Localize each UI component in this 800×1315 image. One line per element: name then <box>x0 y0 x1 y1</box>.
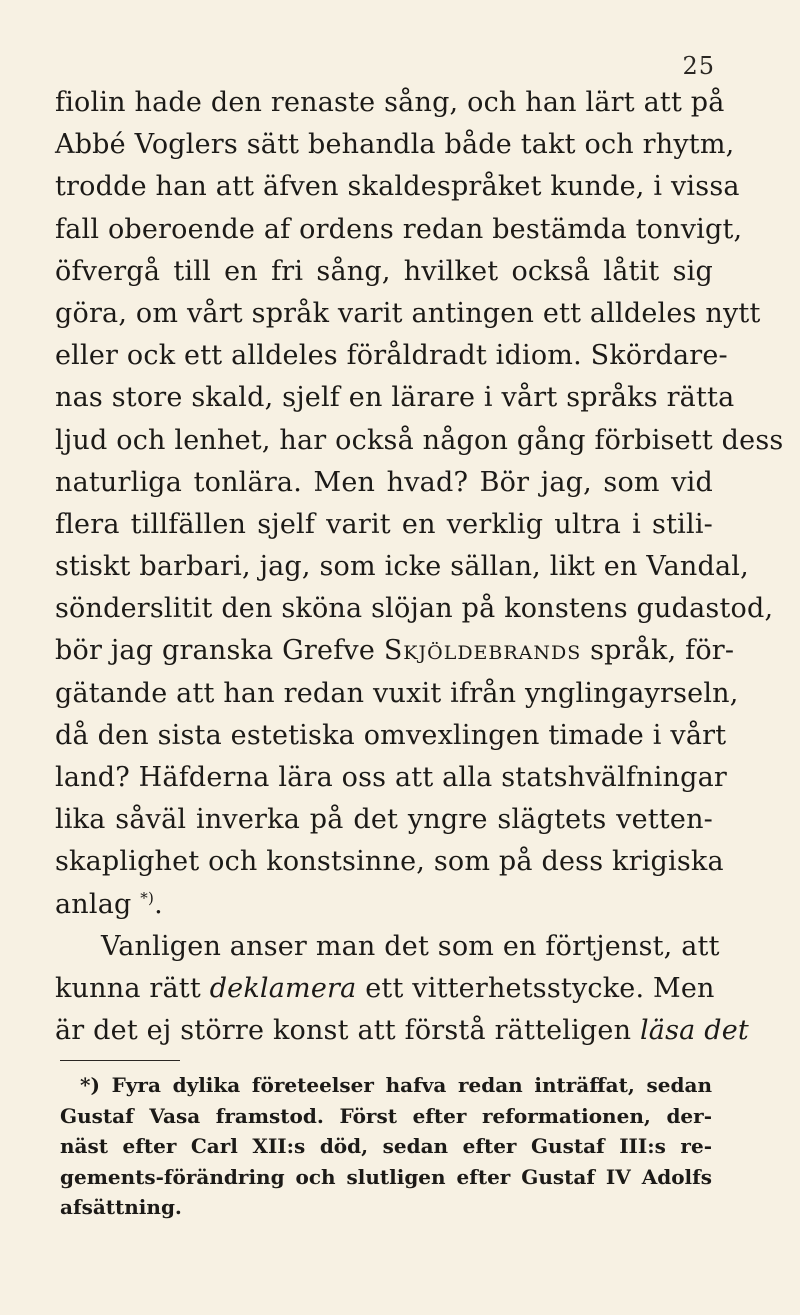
proper-name: Skjöldebrands <box>383 635 582 667</box>
line-fragment: . <box>154 888 163 920</box>
footnote-reference: *) <box>140 888 155 907</box>
line-fragment: är det ej större konst att förstå rätteligen <box>55 1015 640 1047</box>
paragraph-start-line: Vanligen anser man det som en förtjenst, att <box>101 930 720 962</box>
footnote <box>60 1070 712 1223</box>
line-fragment: anlag <box>55 888 141 920</box>
text-line <box>55 884 713 926</box>
text-line: då den sista estetiska omvexlingen timade i vårt <box>55 719 727 751</box>
footnote-line <box>60 1070 712 1101</box>
text-line: ljud och lenhet, har också någon gång förbisett dess <box>55 424 784 456</box>
text-line: göra, om vårt språk varit antingen ett alldeles nytt <box>55 297 761 329</box>
text-line: fiolin hade den renaste sång, och han lärt att på <box>55 87 725 118</box>
text-line: sönderslitit den sköna slöjan på konstens gudastod, <box>55 593 774 625</box>
text-line: öfvergå till en fri sång, hvilket också låtit sig <box>55 255 713 287</box>
footnote-line: näst efter Carl XII:s död, sedan efter Gustaf III:s re- <box>60 1134 712 1158</box>
line-fragment: bör jag granska Grefve <box>55 635 384 667</box>
footnote-mark: *) <box>80 1073 100 1097</box>
text-line <box>55 630 735 672</box>
footnote-line: afsättning. <box>60 1195 182 1219</box>
text-line <box>55 968 713 1010</box>
line-fragment: språk, för- <box>581 635 735 667</box>
text-line: skaplighet och konstsinne, som på dess krigiska <box>55 846 724 878</box>
text-line: flera tillfällen sjelf varit en verklig ultra i stili- <box>55 508 713 540</box>
line-fragment: ett vitterhetsstycke. Men <box>356 972 715 1004</box>
body-text <box>55 82 784 1052</box>
emphasized-word: deklamera <box>209 972 357 1004</box>
footnote-line: Gustaf Vasa framstod. Först efter reformationen, der- <box>60 1103 712 1128</box>
text-line: naturliga tonlära. Men hvad? Bör jag, som vid <box>55 466 713 498</box>
page-number: 25 <box>682 52 715 80</box>
footnote-divider <box>60 1060 180 1061</box>
text-line <box>55 1010 749 1052</box>
text-line: gätande att han redan vuxit ifrån ynglingayrseln, <box>55 677 739 709</box>
footnote-line: gements-förändring och slutligen efter Gustaf IV Adolfs <box>60 1164 712 1189</box>
text-line: fall oberoende af ordens redan bestämda tonvigt, <box>55 213 743 245</box>
line-fragment: Fyra dylika företeelser hafva redan inträffat, sedan <box>99 1073 712 1097</box>
text-line: nas store skald, sjelf en lärare i vårt språks rätta <box>55 382 735 414</box>
text-line: land? Häfderna lära oss att alla statshvälfningar <box>55 762 728 793</box>
line-fragment: kunna rätt <box>55 972 210 1004</box>
text-line: Abbé Voglers sätt behandla både takt och rhytm, <box>55 129 735 161</box>
emphasized-word: läsa det <box>639 1015 749 1047</box>
text-line: lika såväl inverka på det yngre slägtets vetten- <box>55 804 713 836</box>
text-line: stiskt barbari, jag, som icke sällan, likt en Vandal, <box>55 551 749 583</box>
text-line: eller ock ett alldeles föråldradt idiom. Skördare- <box>55 340 728 372</box>
text-line: trodde han att äfven skaldespråket kunde, i vissa <box>55 171 740 203</box>
